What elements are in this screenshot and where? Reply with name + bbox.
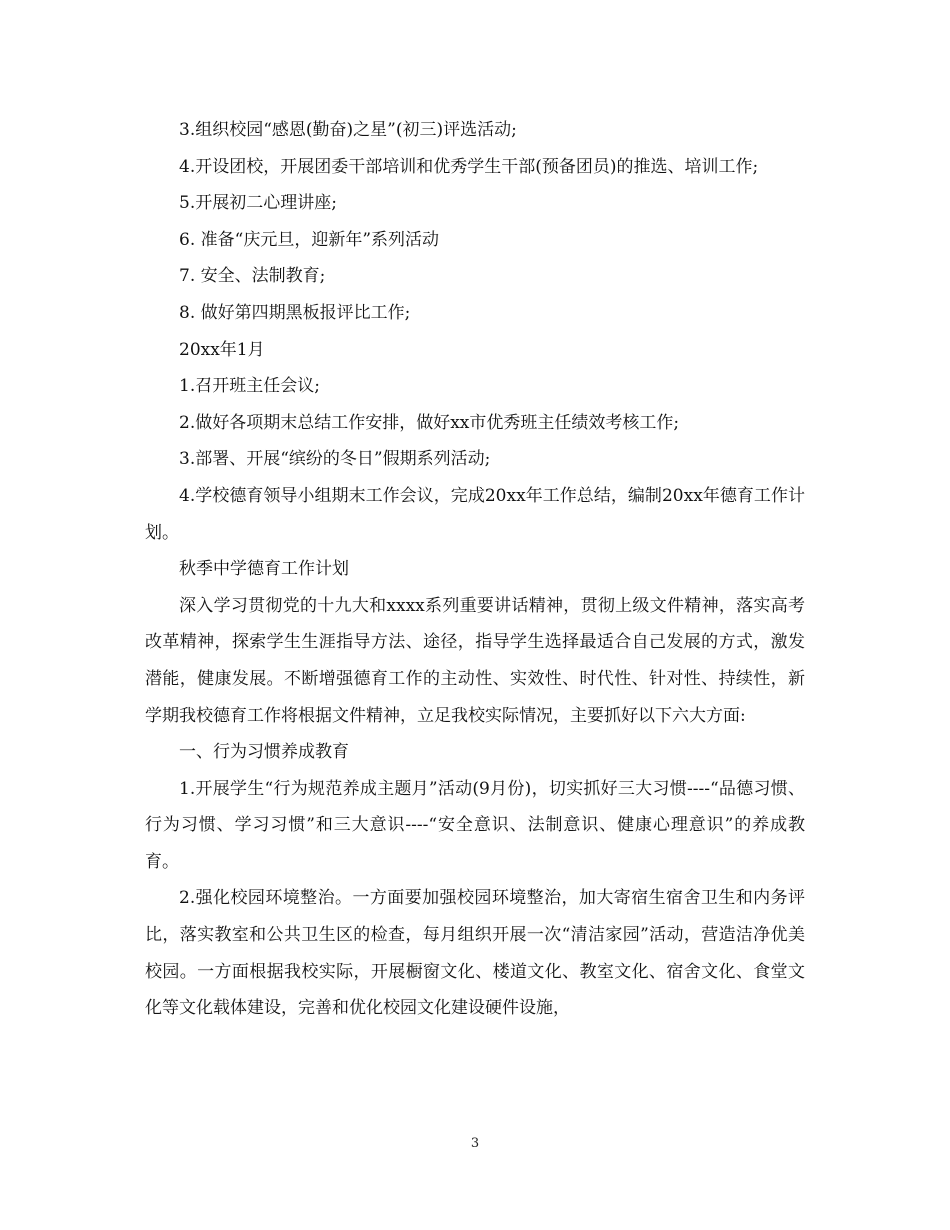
- list-item-6-new-year-activities: 6. 准备“庆元旦，迎新年”系列活动: [179, 229, 440, 250]
- list-item-1-behavior-month: 1.开展学生“行为规范养成主题月”活动(9月份)，切实抓好三大习惯----“品德习惯、行为习惯、学习习惯”和三大意识----“安全意识、法制意识、健康心理意识”的养成教育。: [145, 778, 805, 872]
- list-item-8-blackboard-contest: 8. 做好第四期黑板报评比工作;: [179, 302, 411, 323]
- list-item-5-psychology-lecture: 5.开展初二心理讲座;: [179, 193, 337, 214]
- page-number: 3: [470, 1136, 480, 1151]
- month-heading-january: 20xx年1月: [179, 339, 265, 360]
- document-body: [145, 112, 805, 1027]
- list-item-3-winter-holiday: 3.部署、开展“缤纷的冬日”假期系列活动;: [179, 449, 491, 470]
- list-item-4-leadership-meeting: 4.学校德育领导小组期末工作会议，完成20xx年工作总结，编制20xx年德育工作计划。: [145, 485, 805, 543]
- list-item-2-term-summary: 2.做好各项期末总结工作安排，做好xx市优秀班主任绩效考核工作;: [179, 412, 680, 433]
- intro-paragraph: 深入学习贯彻党的十九大和xxxx系列重要讲话精神，贯彻上级文件精神，落实高考改革精神，探索学生生涯指导方法、途径，指导学生选择最适合自己发展的方式，激发潜能，健康发展。不断增强德育工作的主动性、实效性、时代性、针对性、持续性，新学期我校德育工作将根据文件精神，立足我校实际情况，主要抓好以下六大方面:: [145, 595, 805, 726]
- list-item-7-safety-education: 7. 安全、法制教育;: [179, 266, 326, 287]
- list-item-4-league-school: 4.开设团校，开展团委干部培训和优秀学生干部(预备团员)的推选、培训工作;: [179, 156, 759, 177]
- list-item-3-star-selection: 3.组织校园“感恩(勤奋)之星”(初三)评选活动;: [179, 120, 517, 140]
- list-item-2-campus-environment: 2.强化校园环境整治。一方面要加强校园环境整治，加大寄宿生宿舍卫生和内务评比，落实教室和公共卫生区的检查，每月组织开展一次“清洁家园”活动，营造洁净优美校园。一方面根据我校实际，开展橱窗文化、楼道文化、教室文化、宿舍文化、食堂文化等文化载体建设，完善和优化校园文化建设硬件设施，: [145, 888, 805, 1019]
- section-heading-behavior-habits: 一、行为习惯养成教育: [179, 742, 349, 763]
- list-item-1-teacher-meeting: 1.召开班主任会议;: [179, 376, 320, 397]
- section-title-autumn-plan: 秋季中学德育工作计划: [179, 559, 349, 580]
